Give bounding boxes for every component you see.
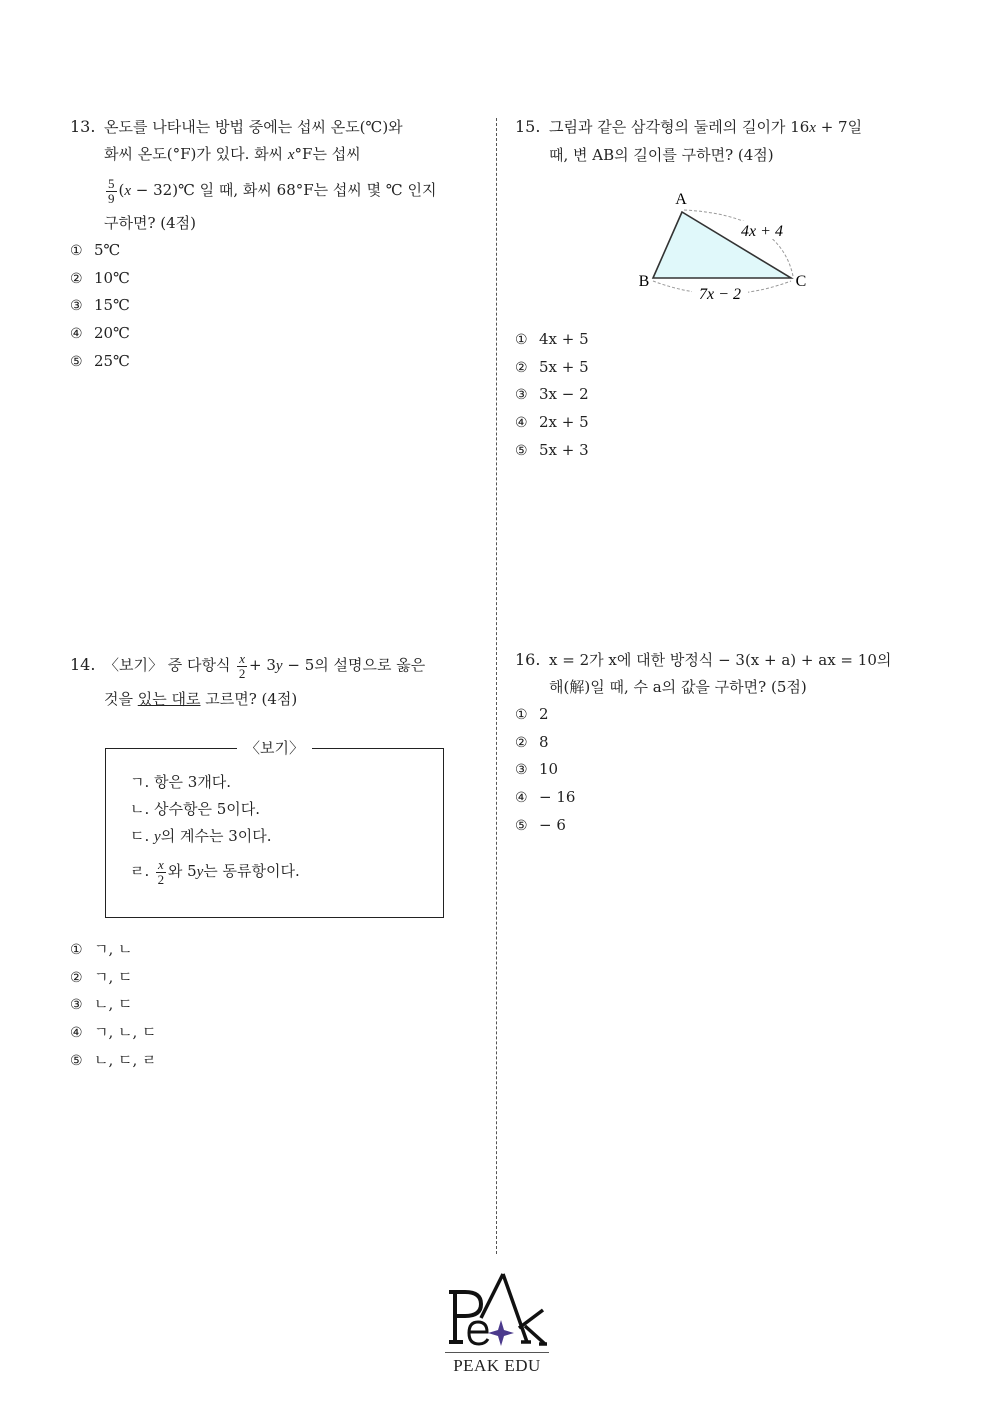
- peak-edu-logo: [445, 1270, 549, 1376]
- choice-text: ㄱ, ㄷ: [94, 967, 133, 986]
- question-text: − 32)℃ 일 때, 화씨 68°F는 섭씨 몇 ℃ 인지: [131, 181, 437, 199]
- choice-text: 20℃: [94, 324, 130, 343]
- choice-text: 10: [539, 760, 559, 779]
- choice-text: ㄴ, ㄷ: [94, 995, 133, 1014]
- fraction: [156, 858, 166, 887]
- choice-list: [515, 326, 589, 465]
- choice-2[interactable]: [70, 964, 157, 992]
- question-text: 그림과 같은 삼각형의 둘레의 길이가 16: [549, 118, 810, 136]
- question-text: 것을: [104, 690, 138, 708]
- example-box: [105, 739, 444, 918]
- item-text: 의 계수는 3이다.: [160, 827, 272, 845]
- box-item: [130, 853, 300, 890]
- question-number: 16.: [515, 650, 541, 669]
- math-variable: y: [154, 829, 161, 845]
- choice-mark: ②: [515, 359, 528, 376]
- choice-4[interactable]: [70, 320, 480, 348]
- item-text: 와 5: [167, 862, 197, 880]
- question-text: + 3: [249, 656, 276, 674]
- question-text: 때, 변 AB의 길이를 구하면? (4점): [549, 146, 774, 164]
- choice-3[interactable]: [70, 991, 157, 1019]
- choice-text: 5x + 3: [539, 440, 589, 459]
- question-text: 고르면? (4점): [200, 690, 298, 708]
- choice-text: 10℃: [94, 268, 130, 287]
- choice-mark: ③: [70, 298, 83, 315]
- numerator: x: [239, 650, 246, 666]
- choice-1[interactable]: [70, 936, 157, 964]
- question-number: 13.: [70, 117, 96, 136]
- logo-letter-e: [469, 1322, 488, 1344]
- question-text: 화씨 온도(°F)가 있다. 화씨: [104, 145, 288, 163]
- fraction: [106, 177, 117, 206]
- choice-mark: ①: [515, 707, 528, 723]
- choice-text: 3x − 2: [539, 385, 589, 404]
- question-16: [515, 646, 935, 840]
- choice-list: [70, 237, 480, 376]
- item-label: ㄷ.: [130, 827, 155, 845]
- math-variable: y: [196, 864, 204, 880]
- choice-text: 5℃: [94, 241, 121, 259]
- denominator: 2: [157, 871, 165, 887]
- math-variable: y: [275, 658, 283, 674]
- fraction: [237, 652, 247, 681]
- choice-text: ㄱ, ㄴ, ㄷ: [94, 1023, 157, 1042]
- choice-mark: ②: [515, 734, 528, 751]
- choice-3[interactable]: [70, 292, 480, 320]
- choice-mark: ①: [70, 942, 83, 958]
- logo-text: PEAK EDU: [445, 1352, 549, 1376]
- logo-letter-p: [449, 1292, 481, 1342]
- choice-mark: ④: [70, 1025, 83, 1042]
- side-label-ac: 4x + 4: [741, 223, 783, 240]
- vertex-label-b: B: [638, 273, 650, 290]
- math-variable: x: [287, 147, 295, 163]
- choice-text: ㄱ, ㄴ: [94, 940, 133, 958]
- choice-mark: ①: [70, 243, 83, 259]
- choice-mark: ⑤: [515, 442, 528, 459]
- choice-mark: ④: [70, 326, 83, 343]
- question-text: °F는 섭씨: [294, 145, 361, 163]
- choice-list: [515, 701, 935, 840]
- question-text: + 7일: [815, 118, 863, 136]
- choice-mark: ③: [515, 387, 528, 404]
- choice-text: 2: [539, 705, 549, 723]
- choice-5[interactable]: [70, 1047, 157, 1075]
- choice-text: 25℃: [94, 351, 130, 370]
- box-item: [130, 823, 300, 851]
- choice-mark: ⑤: [70, 353, 83, 370]
- choice-mark: ④: [515, 790, 528, 807]
- question-number: 15.: [515, 117, 541, 136]
- question-13: [70, 113, 480, 376]
- choice-mark: ⑤: [70, 1052, 83, 1069]
- logo-letter-k: [519, 1310, 547, 1344]
- numerator: x: [158, 856, 164, 872]
- choice-mark: ③: [70, 997, 83, 1014]
- logo-mark: [445, 1270, 549, 1346]
- vertex-label-c: C: [795, 273, 807, 290]
- question-15: [515, 113, 925, 169]
- question-text: 구하면? (4점): [104, 214, 197, 232]
- math-variable: x: [809, 120, 816, 136]
- choice-text: 8: [539, 732, 549, 751]
- choice-5[interactable]: [515, 812, 935, 840]
- triangle-figure: [630, 185, 820, 305]
- choice-5[interactable]: [515, 437, 589, 465]
- choice-4[interactable]: [515, 784, 935, 812]
- choice-1[interactable]: [515, 326, 589, 354]
- question-text: x = 2가 x에 대한 방정식 − 3(x + a) + ax = 10의: [549, 651, 892, 669]
- choice-list: [70, 936, 157, 1075]
- choice-mark: ②: [70, 969, 83, 986]
- choice-mark: ①: [515, 332, 528, 348]
- question-text: 해(解)일 때, 수 a의 값을 구하면? (5점): [549, 678, 807, 696]
- choice-1[interactable]: [515, 701, 935, 729]
- question-14: [70, 648, 480, 713]
- choice-4[interactable]: [515, 409, 589, 437]
- choice-text: 4x + 5: [539, 330, 589, 348]
- choice-text: − 16: [539, 788, 576, 807]
- choice-5[interactable]: [70, 348, 480, 376]
- choice-2[interactable]: [70, 265, 480, 293]
- denominator: 9: [108, 190, 115, 206]
- vertex-label-a: A: [675, 191, 687, 208]
- side-label-bc: 7x − 2: [699, 286, 741, 303]
- choice-1[interactable]: [70, 237, 480, 265]
- choice-mark: ②: [70, 270, 83, 287]
- question-number: 14.: [70, 655, 96, 674]
- choice-3[interactable]: [515, 756, 935, 784]
- item-text: 는 동류항이다.: [203, 862, 300, 880]
- denominator: 2: [238, 665, 246, 681]
- choice-mark: ③: [515, 762, 528, 779]
- math-variable: x: [124, 183, 132, 199]
- item-label: ㄹ.: [130, 862, 155, 880]
- column-divider: [496, 118, 497, 1254]
- box-item: ㄱ. 항은 3개다.: [130, 773, 232, 791]
- choice-text: − 6: [539, 815, 566, 834]
- choice-2[interactable]: [515, 354, 589, 382]
- question-text: 온도를 나타내는 방법 중에는 섭씨 온도(℃)와: [104, 118, 403, 136]
- question-text: (: [118, 181, 125, 199]
- choice-text: 2x + 5: [539, 413, 589, 432]
- choice-mark: ④: [515, 415, 528, 432]
- numerator: 5: [108, 175, 115, 191]
- question-text: − 5의 설명으로 옳은: [282, 656, 426, 674]
- choice-mark: ⑤: [515, 817, 528, 834]
- star-icon: [488, 1320, 514, 1346]
- choice-text: 5x + 5: [539, 357, 589, 376]
- underlined-text: 있는 대로: [137, 690, 201, 708]
- choice-3[interactable]: [515, 381, 589, 409]
- question-text: 〈보기〉 중 다항식: [104, 656, 236, 674]
- choice-4[interactable]: [70, 1019, 157, 1047]
- box-item: ㄴ. 상수항은 5이다.: [130, 800, 261, 818]
- choice-text: 15℃: [94, 296, 130, 315]
- box-title: 〈보기〉: [237, 739, 312, 757]
- choice-2[interactable]: [515, 729, 935, 757]
- choice-text: ㄴ, ㄷ, ㄹ: [94, 1050, 157, 1069]
